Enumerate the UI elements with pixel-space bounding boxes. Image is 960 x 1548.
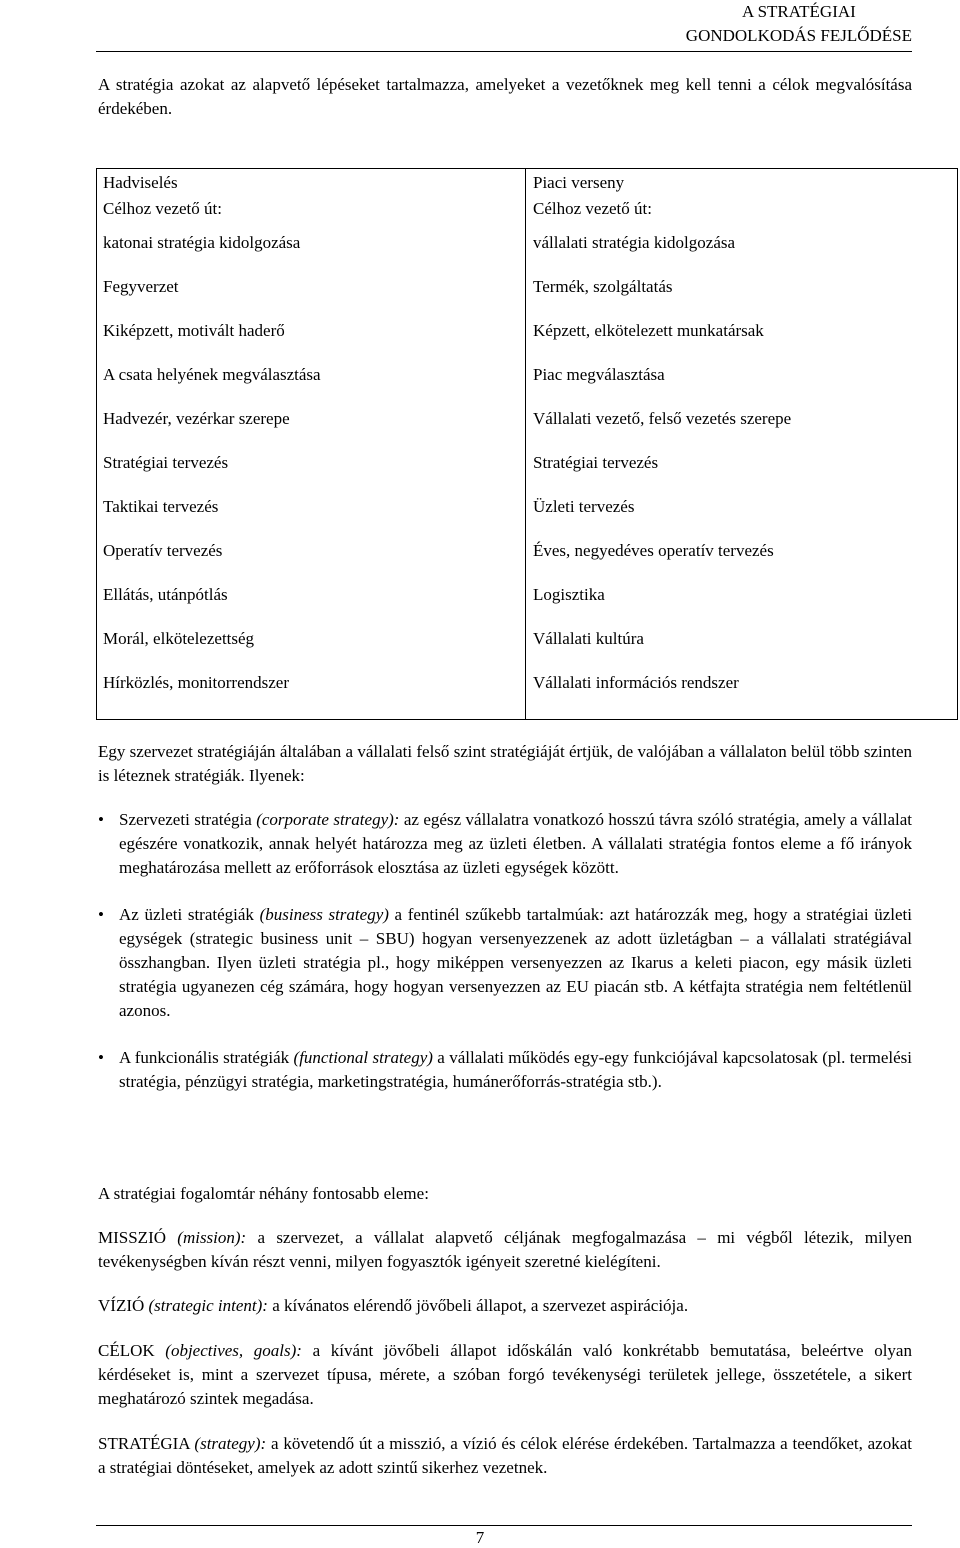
table-cell: Stratégiai tervezés bbox=[103, 453, 229, 472]
page-number: 7 bbox=[475, 1528, 485, 1547]
glossary-entry-vision bbox=[98, 1294, 912, 1318]
bullet-text: az egész vállalatra vonatkozó hosszú távra szóló stratégia, amely a vállalat egészére vonatkozik, annak helyét határozza meg az üzleti életben. A vállalati stratégia fontos eleme a fő irányok meghatározása mellett az erőforrások elosztása az üzleti egységek között. bbox=[119, 810, 912, 877]
table-cell: Éves, negyedéves operatív tervezés bbox=[533, 541, 774, 560]
bullet-list bbox=[98, 808, 912, 1094]
table-cell: Piaci verseny bbox=[533, 173, 625, 192]
bullet-term: (business strategy) bbox=[259, 905, 389, 924]
glossary-term-english: (strategy): bbox=[194, 1434, 267, 1453]
table-cell: Operatív tervezés bbox=[103, 541, 223, 560]
header-rule bbox=[96, 51, 912, 52]
running-header bbox=[686, 0, 912, 48]
strategy-levels-paragraph: Egy szervezet stratégiáján általában a vállalati felső szint stratégiáját értjük, de valójában a vállalaton belül több szinten is léteznek stratégiák. Ilyenek: bbox=[98, 742, 912, 785]
glossary-entry-strategy bbox=[98, 1432, 912, 1480]
glossary-definition: a követendő út a misszió, a vízió és célok elérése érdekében. Tartalmazza a teendőket, azokat a stratégiai döntéseket, amelyek az adott szintű sikerhez vezetnek. bbox=[98, 1434, 912, 1477]
glossary-term-english: (mission): bbox=[177, 1228, 247, 1247]
bullet-lead: Az üzleti stratégiák bbox=[119, 905, 260, 924]
header-line-1: A STRATÉGIAI bbox=[741, 2, 856, 21]
intro-paragraph: A stratégia azokat az alapvető lépéseket tartalmazza, amelyeket a vezetőknek meg kell tenni a célok megvalósítása érdekében. bbox=[98, 75, 912, 118]
glossary-term: MISSZIÓ bbox=[98, 1228, 178, 1247]
table-cell: Logisztika bbox=[533, 585, 605, 604]
table-cell: Ellátás, utánpótlás bbox=[103, 585, 228, 604]
bullet-lead: Szervezeti stratégia bbox=[119, 810, 257, 829]
table-cell: Fegyverzet bbox=[103, 277, 179, 296]
bullet-text: a vállalati működés egy-egy funkciójával kapcsolatosak (pl. termelési stratégia, pénzügyi stratégia, marketingstratégia, humánerőforrás-stratégia stb.). bbox=[119, 1048, 913, 1091]
table-cell: Taktikai tervezés bbox=[103, 497, 219, 516]
table-cell: Termék, szolgáltatás bbox=[533, 277, 673, 296]
glossary-definition: a szervezet, a vállalat alapvető céljának megfogalmazása – mi végből létezik, milyen tevékenységben kíván részt venni, milyen fogyasztók igényeit szeretné kielégíteni. bbox=[98, 1228, 912, 1271]
list-item bbox=[98, 808, 912, 880]
table-cell: Stratégiai tervezés bbox=[533, 453, 659, 472]
table-cell: Célhoz vezető út: bbox=[533, 199, 652, 218]
footer-rule bbox=[96, 1525, 912, 1526]
table-cell: Képzett, elkötelezett munkatársak bbox=[533, 321, 764, 340]
bullet-term: (functional strategy) bbox=[293, 1048, 433, 1067]
bullet-lead: A funkcionális stratégiák bbox=[119, 1048, 294, 1067]
table-cell: Kiképzett, motivált haderő bbox=[103, 321, 285, 340]
glossary-term: VÍZIÓ bbox=[98, 1296, 149, 1315]
table-column-market bbox=[526, 169, 957, 719]
table-cell: Hadviselés bbox=[103, 173, 178, 192]
comparison-table bbox=[96, 168, 958, 720]
table-cell: Üzleti tervezés bbox=[533, 497, 635, 516]
table-cell: Vállalati információs rendszer bbox=[533, 673, 739, 692]
glossary-definition: a kívánt jövőbeli állapot időskálán való konkrétabb bemutatása, beleértve olyan kérdéseket is, mint a szervezet típusa, mérete, a szóban forgó tevékenységi területek jellege, összetétele, a sikert meghatározó szintek megadása. bbox=[98, 1341, 912, 1408]
bullet-marker: • bbox=[98, 1048, 104, 1067]
glossary-term-english: (objectives, goals): bbox=[165, 1341, 302, 1360]
table-cell: Piac megválasztása bbox=[533, 365, 665, 384]
table-cell: Célhoz vezető út: bbox=[103, 199, 222, 218]
glossary-intro: A stratégiai fogalomtár néhány fontosabb eleme: bbox=[98, 1184, 429, 1203]
table-cell: Morál, elkötelezettség bbox=[103, 629, 255, 648]
glossary-term-english: (strategic intent): bbox=[148, 1296, 268, 1315]
header-line-2: GONDOLKODÁS FEJLŐDÉSE bbox=[685, 26, 912, 45]
table-cell: Hírközlés, monitorrendszer bbox=[103, 673, 289, 692]
glossary-term: CÉLOK bbox=[98, 1341, 166, 1360]
glossary-entry-goals bbox=[98, 1339, 912, 1411]
bullet-text: a fentinél szűkebb tartalmúak: azt határozzák meg, hogy a stratégiai üzleti egységek (strategic business unit – SBU) hogyan versenyezzenek az adott üzletágban – a vállalati stratégiával összhangban. Ilyen üzleti stratégia pl., hogy miképpen versenyezzen az Ikarus a keleti piacon, egy másik üzleti stratégia ugyanezen cég számára, hogy hogyan versenyezzen az EU piacán stb. A kétfajta stratégia nem feltétlenül azonos. bbox=[119, 905, 912, 1020]
table-cell: katonai stratégia kidolgozása bbox=[103, 233, 301, 252]
bullet-marker: • bbox=[98, 810, 104, 829]
table-column-warfare bbox=[97, 169, 526, 719]
bullet-term: (corporate strategy): bbox=[256, 810, 400, 829]
table-cell: A csata helyének megválasztása bbox=[103, 365, 321, 384]
glossary-term: STRATÉGIA bbox=[98, 1434, 195, 1453]
table-cell: Vállalati vezető, felső vezetés szerepe bbox=[533, 409, 792, 428]
table-cell: Hadvezér, vezérkar szerepe bbox=[103, 409, 290, 428]
list-item bbox=[98, 1046, 912, 1094]
glossary-entry-mission bbox=[98, 1226, 912, 1274]
list-item bbox=[98, 903, 912, 1023]
bullet-marker: • bbox=[98, 905, 104, 924]
glossary-definition: a kívánatos elérendő jövőbeli állapot, a szervezet aspirációja. bbox=[267, 1296, 689, 1315]
table-cell: vállalati stratégia kidolgozása bbox=[533, 233, 736, 252]
table-cell: Vállalati kultúra bbox=[533, 629, 644, 648]
